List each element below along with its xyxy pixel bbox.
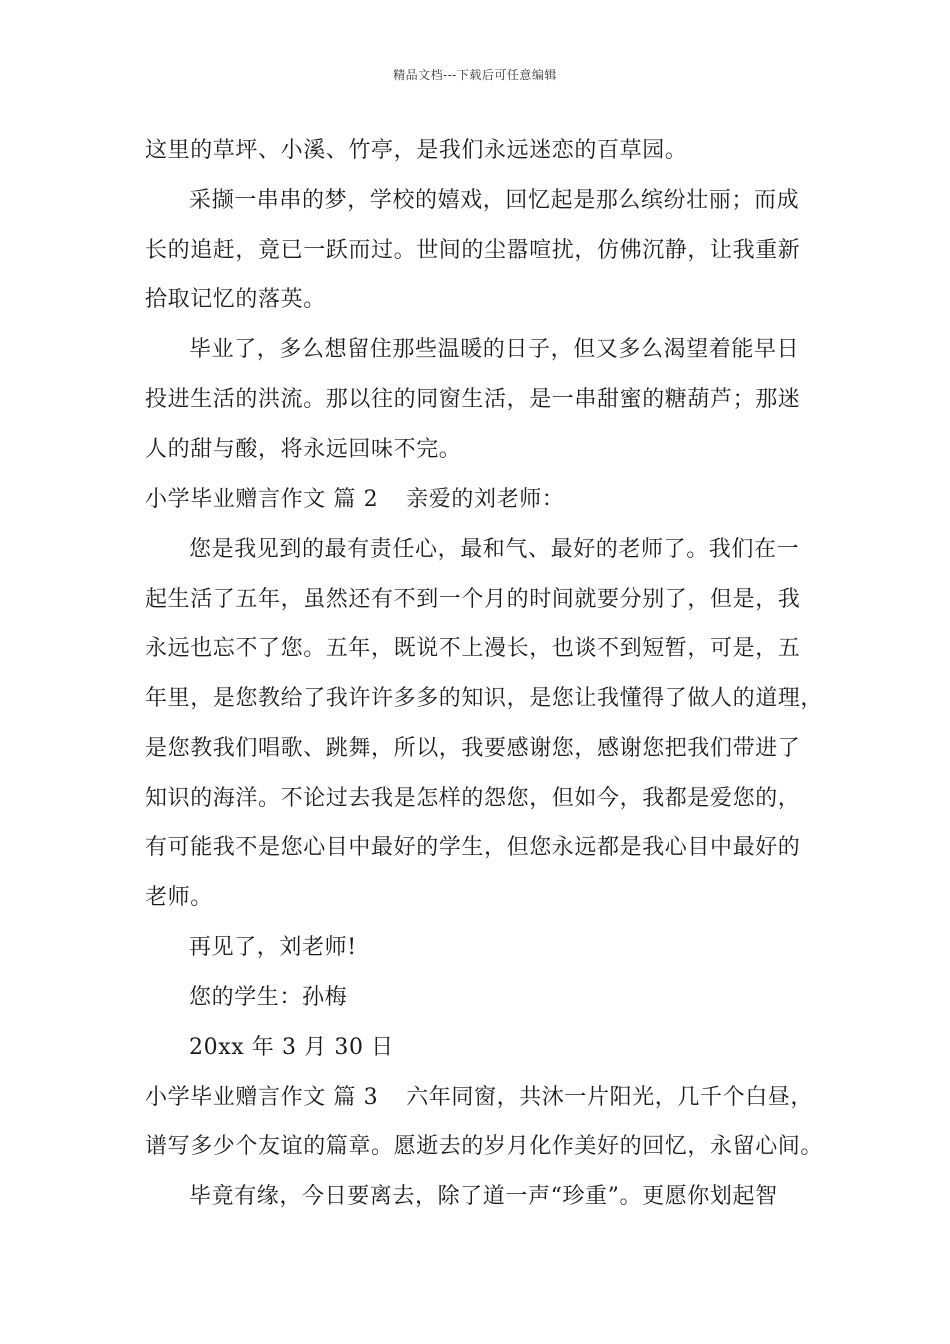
paragraph-line: 是您教我们唱歌、跳舞，所以，我要感谢您，感谢您把我们带进了 xyxy=(145,736,801,761)
page-header: 精品文档---下载后可任意编辑 xyxy=(393,68,557,82)
paragraph-line: 毕竟有缘，今日要离去，除了道一声“珍重”。更愿你划起智 xyxy=(189,1184,778,1209)
paragraph-line: 拾取记忆的落英。 xyxy=(145,287,326,312)
letter-closing: 再见了，刘老师! xyxy=(189,935,357,960)
section-heading-line xyxy=(145,1083,813,1113)
letter-salutation: 亲爱的刘老师： xyxy=(406,487,565,512)
paragraph-line: 年里，是您教给了我许许多多的知识，是您让我懂得了做人的道理， xyxy=(145,686,824,711)
paragraph-line: 长的追赶，竟已一跃而过。世间的尘嚣喧扰，仿佛沉静，让我重新 xyxy=(145,238,801,263)
paragraph-line: 起生活了五年，虽然还有不到一个月的时间就要分别了，但是，我 xyxy=(145,587,801,612)
paragraph-line: 知识的海洋。不论过去我是怎样的怨您，但如今，我都是爱您的， xyxy=(145,786,801,811)
section-heading: 小学毕业赠言作文 篇 3 xyxy=(145,1085,379,1110)
paragraph-line: 人的甜与酸，将永远回味不完。 xyxy=(145,437,462,462)
paragraph-line: 采撷一串串的梦，学校的嬉戏，回忆起是那么缤纷壮丽；而成 xyxy=(189,188,800,213)
letter-date: 20xx 年 3 月 30 日 xyxy=(189,1035,394,1060)
paragraph-text: 六年同窗，共沐一片阳光，几千个白昼， xyxy=(406,1085,813,1110)
section-heading: 小学毕业赠言作文 篇 2 xyxy=(145,487,379,512)
section-heading-line xyxy=(145,485,564,515)
paragraph-line: 老师。 xyxy=(145,885,213,910)
paragraph-line: 毕业了，多么想留住那些温暖的日子，但又多么渴望着能早日 xyxy=(189,337,800,362)
paragraph-line: 您是我见到的最有责任心，最和气、最好的老师了。我们在一 xyxy=(189,537,800,562)
paragraph-line: 谱写多少个友谊的篇章。愿逝去的岁月化作美好的回忆，永留心间。 xyxy=(145,1134,824,1159)
paragraph-line: 永远也忘不了您。五年，既说不上漫长，也谈不到短暂，可是，五 xyxy=(145,636,801,661)
paragraph-line: 投进生活的洪流。那以往的同窗生活，是一串甜蜜的糖葫芦；那迷 xyxy=(145,387,801,412)
paragraph-line: 这里的草坪、小溪、竹亭，是我们永远迷恋的百草园。 xyxy=(145,138,688,163)
letter-signature: 您的学生：孙梅 xyxy=(189,985,348,1010)
paragraph-line: 有可能我不是您心目中最好的学生，但您永远都是我心目中最好的 xyxy=(145,835,801,860)
